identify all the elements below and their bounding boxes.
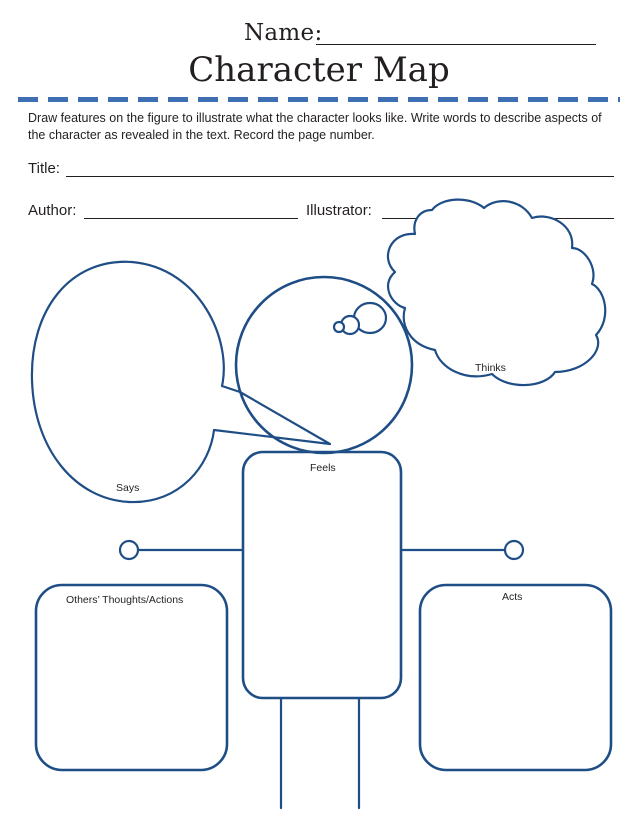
right-hand (505, 541, 523, 559)
instructions-text: Draw features on the figure to illustrate what the character looks like. Write words to describe aspects of the character as revealed in the text. Record the page number. (28, 111, 602, 142)
thought-bubble-small (334, 322, 344, 332)
name-label: Name: (244, 20, 323, 46)
speech-bubble[interactable] (32, 262, 330, 502)
feels-label: Feels (310, 462, 336, 474)
others-label: Others’ Thoughts/Actions (66, 594, 184, 606)
thought-cloud[interactable] (388, 200, 605, 385)
author-label: Author: (28, 202, 77, 219)
title-label: Title: (28, 160, 60, 177)
left-hand (120, 541, 138, 559)
acts-label: Acts (502, 591, 523, 603)
thinks-label: Thinks (475, 362, 506, 374)
page-title: Character Map (188, 50, 450, 90)
illustrator-label: Illustrator: (306, 202, 372, 219)
acts-box[interactable] (420, 585, 611, 770)
says-label: Says (116, 482, 140, 494)
others-box[interactable] (36, 585, 227, 770)
head-circle[interactable] (236, 277, 412, 453)
body-box[interactable] (243, 452, 401, 698)
